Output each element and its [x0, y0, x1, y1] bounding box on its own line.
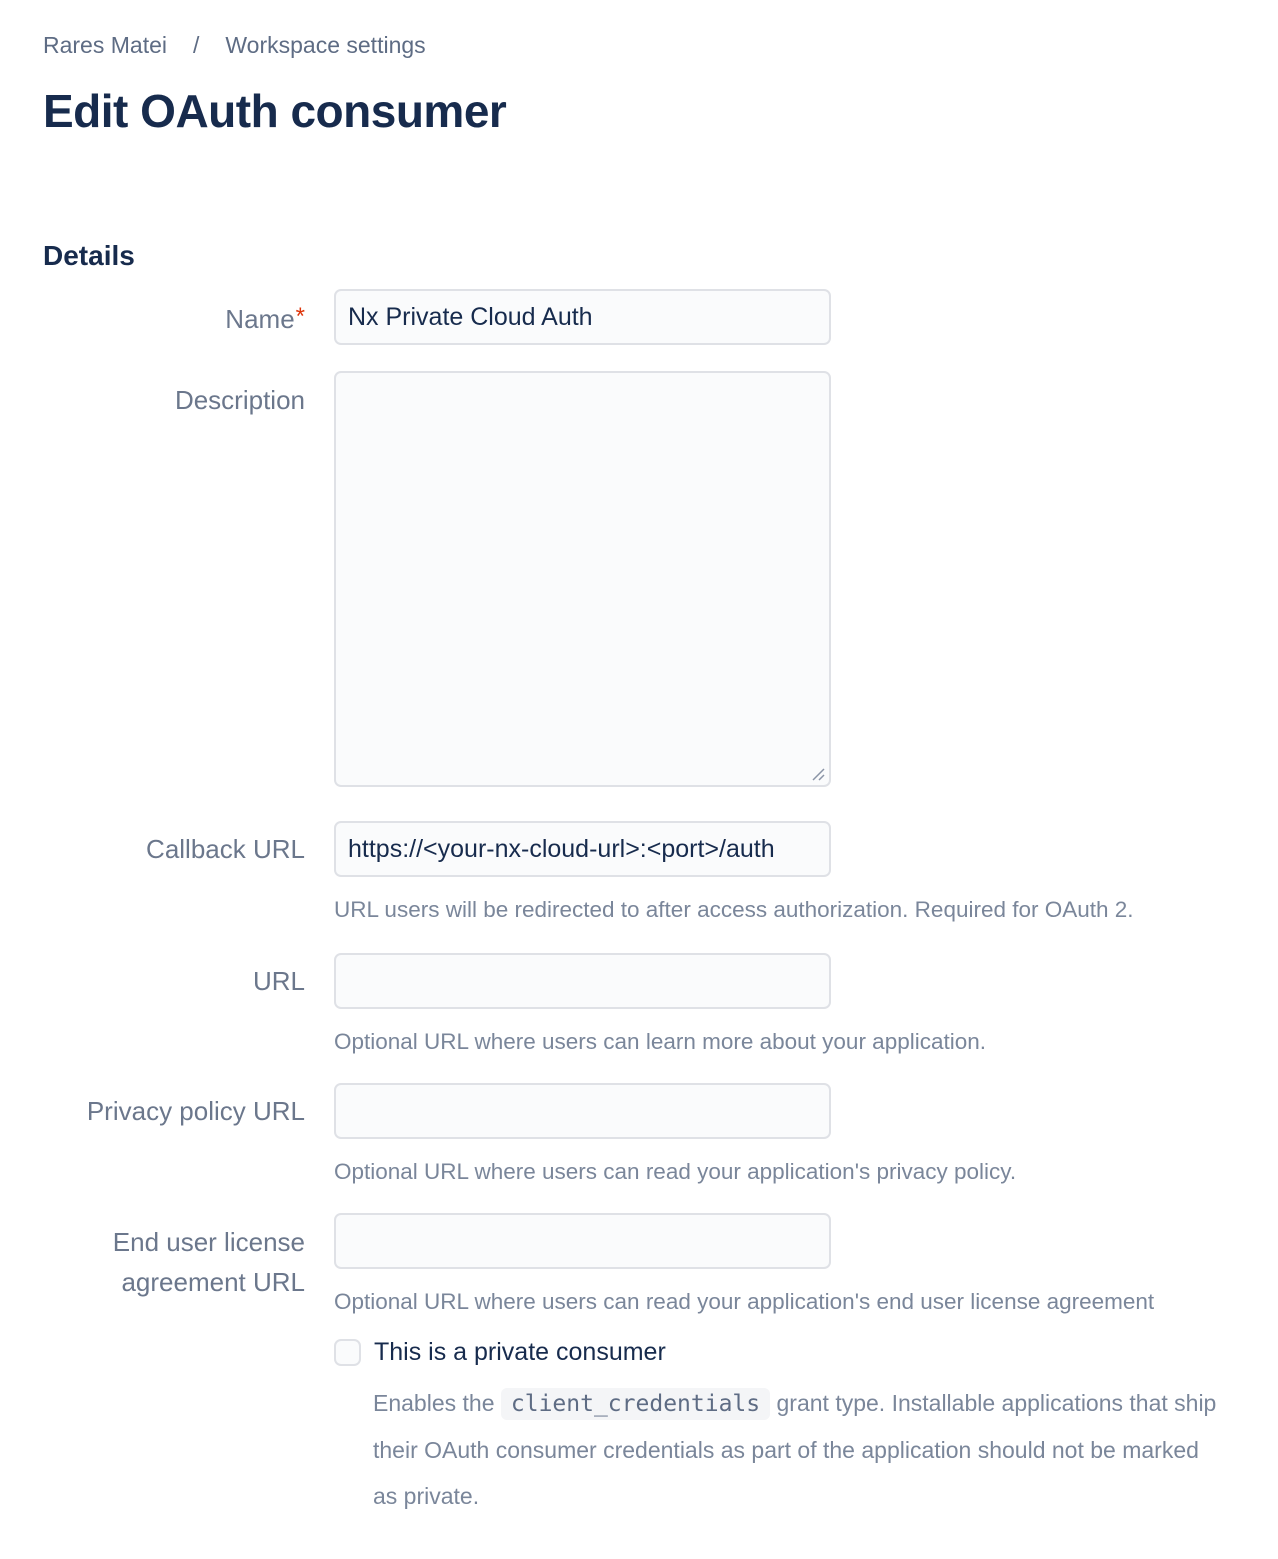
breadcrumb-item-user[interactable]: Rares Matei	[43, 32, 167, 58]
private-consumer-help	[373, 1380, 1221, 1519]
name-row	[43, 289, 1238, 347]
url-input[interactable]	[334, 953, 831, 1009]
name-input[interactable]	[334, 289, 831, 345]
private-consumer-row	[334, 1338, 1238, 1367]
oauth-consumer-form	[43, 289, 1238, 1519]
breadcrumb-item-workspace-settings[interactable]: Workspace settings	[225, 32, 426, 58]
privacy-policy-url-label: Privacy policy URL	[86, 1096, 305, 1126]
client-credentials-code: client_credentials	[501, 1388, 770, 1420]
callback-url-row	[43, 821, 1238, 922]
private-consumer-checkbox[interactable]	[334, 1339, 361, 1366]
description-row	[43, 371, 1238, 787]
name-label: Name*	[225, 303, 305, 334]
section-heading-details: Details	[43, 240, 135, 271]
eula-url-row	[43, 1213, 1238, 1314]
eula-url-input[interactable]	[334, 1213, 831, 1269]
private-consumer-help-pre: Enables the	[373, 1390, 501, 1416]
description-label: Description	[174, 385, 305, 415]
eula-url-label: End user license agreement URL	[112, 1227, 305, 1297]
privacy-policy-url-input[interactable]	[334, 1083, 831, 1139]
url-row	[43, 953, 1238, 1054]
private-consumer-help-post: grant type. Installable applications that ship their OAuth consumer credentials as part of the application should not be marked as private.	[373, 1390, 1217, 1509]
url-label: URL	[252, 966, 305, 996]
description-textarea[interactable]	[334, 371, 831, 787]
private-consumer-label[interactable]: This is a private consumer	[374, 1338, 666, 1366]
required-marker: *	[295, 303, 305, 330]
privacy-policy-url-help: Optional URL where users can read your application's privacy policy.	[334, 1159, 1017, 1184]
url-help: Optional URL where users can learn more about your application.	[334, 1029, 987, 1054]
callback-url-label: Callback URL	[146, 834, 305, 864]
eula-url-help: Optional URL where users can read your application's end user license agreement	[334, 1289, 1155, 1314]
privacy-policy-url-row	[43, 1083, 1238, 1184]
page-title: Edit OAuth consumer	[43, 85, 507, 137]
callback-url-help: URL users will be redirected to after access authorization. Required for OAuth 2.	[334, 897, 1134, 922]
breadcrumb-separator: /	[192, 32, 200, 58]
callback-url-input[interactable]	[334, 821, 831, 877]
breadcrumb	[43, 32, 1238, 58]
